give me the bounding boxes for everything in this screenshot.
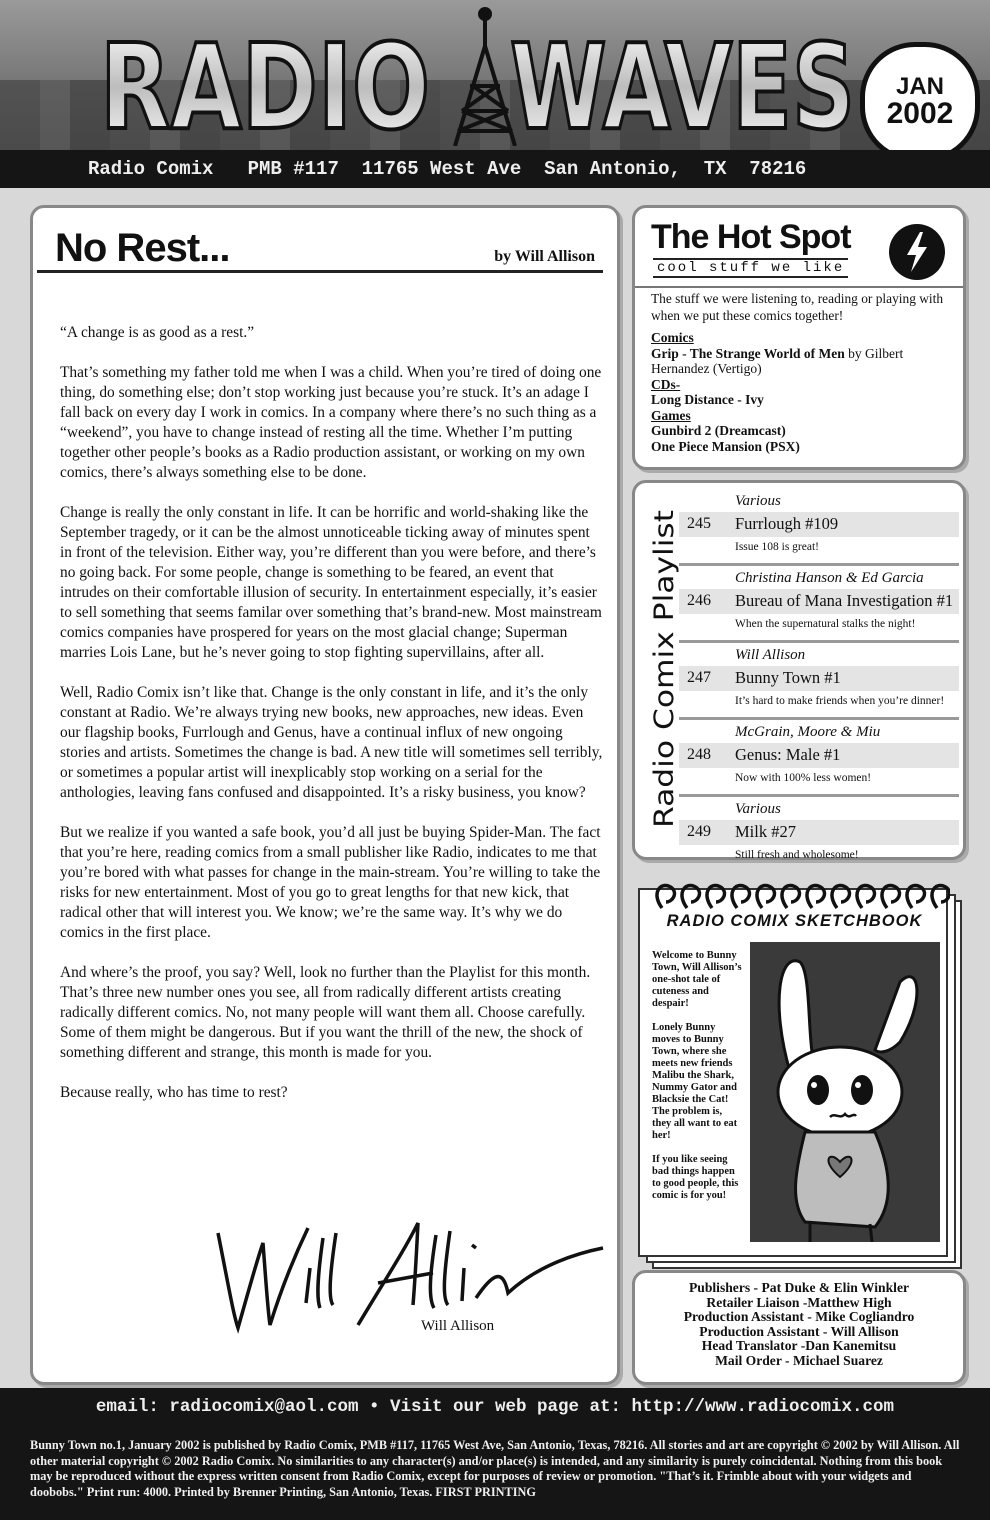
playlist-desc: It’s hard to make friends when you’re dinner! [735, 695, 945, 707]
hot-spot-tagline: cool stuff we like [653, 258, 848, 278]
item-detail: by Gilbert Hernandez (Vertigo) [651, 345, 904, 376]
playlist-number: 247 [687, 669, 711, 686]
issue-year: 2002 [886, 97, 954, 130]
sketchbook-title: RADIO COMIX SKETCHBOOK [666, 912, 923, 930]
playlist-creator: Various [735, 801, 781, 817]
sketchbook-paragraph: If you like seeing bad things happen to good people, this comic is for you! [652, 1154, 739, 1201]
playlist-desc: Now with 100% less women! [735, 772, 872, 784]
playlist-number: 246 [687, 592, 711, 609]
credit-line: Production Assistant - Mike Cogliandro [683, 1309, 915, 1324]
editorial-article [30, 205, 620, 1385]
credit-line: Publishers - Pat Duke & Elin Winkler [688, 1280, 910, 1295]
radio-waves-logo [90, 6, 890, 146]
masthead [0, 0, 990, 150]
playlist-rows [679, 489, 959, 871]
legal-footer [0, 1426, 990, 1520]
hot-spot-panel [632, 205, 966, 470]
article-paragraph: That’s something my father told me when I was a child. When you’re tired of doing one thing, do something else; don’t stop working just because you’re stuck. It’s an adage I fall back on every day I work in comics. In a company where there’s no such thing as a “weekend”, you have to change instead of resting all the time. Whether I’m putting together other people’s books as a Radio production assistant, or working on my own comics, there’s always something else to be done. [60, 364, 602, 481]
playlist-title: Genus: Male #1 [735, 745, 841, 764]
category-cds: CDs- [651, 376, 681, 392]
sketchbook-paragraph: Lonely Bunny moves to Bunny Town, where she meets new friends Malibu the Shark, Nummy Gator and Blacksie the Cat! The problem is, they all want to eat her! [652, 1022, 738, 1141]
playlist-creator: McGrain, Moore & Miu [735, 724, 881, 740]
radio-tower-icon [455, 9, 515, 146]
contact-web-bar [0, 1388, 990, 1426]
playlist-row [679, 566, 959, 643]
list-item [651, 423, 961, 439]
credits-panel [632, 1270, 966, 1385]
playlist-title: Milk #27 [735, 822, 796, 841]
category-comics: Comics [651, 330, 694, 345]
playlist-creator: Christina Hanson & Ed Garcia [735, 570, 924, 586]
address-text: Radio Comix PMB #117 11765 West Ave San Antonio, TX 78216 [88, 158, 807, 180]
playlist-title: Furrlough #109 [735, 514, 839, 533]
article-byline: by Will Allison [494, 248, 595, 265]
credit-line: Retailer Liaison -Matthew High [706, 1294, 892, 1310]
item-title: Long Distance - Ivy [651, 392, 764, 407]
playlist-desc: Still fresh and wholesome! [735, 849, 859, 861]
sketchbook-text [652, 950, 742, 1214]
article-paragraph: And where’s the proof, you say? Well, look no further than the Playlist for this month. That’s three new number ones you see, all from radically different artists creating radically different comics. No, not many people will want them all. Choose carefully. Some of them might be dangerous. But if you want the thrill of the new, the shock of something different and strange, this month is made for you. [60, 964, 591, 1061]
sketchbook-page-front [638, 888, 948, 1257]
playlist-heading-vertical [643, 508, 683, 828]
article-paragraph: Because really, who has time to rest? [60, 1084, 288, 1101]
playlist-number: 248 [687, 746, 711, 763]
playlist-title: Bunny Town #1 [735, 668, 841, 687]
list-item [651, 346, 961, 377]
article-paragraph: But we realize if you wanted a safe book, you’d all just be buying Spider-Man. The fact that you’re here, reading comics from a small publisher like Radio, indicates to me that you’re bored with what passes for change in the main-stream. You’re willing to take the risks for new entertainment. Most of you go to great lengths for that new kick, that radical other that will interest you. We know; we’re the same way. It’s why we do comics in the first place. [60, 824, 601, 941]
article-paragraph: Well, Radio Comix isn’t like that. Change is the only constant in life, and it’s the only constant at Radio. We’re always trying new books, new approaches, new ideas. Even our flagship books, Furrlough and Genus, have a continual influx of new ongoing stories and artists. Sometimes the change is bad. A new title will sometimes sell terribly, or sometimes a popular artist will inexplicably stop working on a serial for the anthologies, leaving fans confused and disappointed. It’s a risky business, you know? [60, 684, 603, 801]
title-band [679, 820, 959, 845]
playlist-row [679, 797, 959, 871]
article-title: No Rest... [55, 226, 230, 270]
handwritten-signature [208, 1213, 608, 1343]
category-games: Games [651, 407, 691, 423]
signature-name: Will Allison [421, 1318, 495, 1334]
article-body [60, 323, 605, 1123]
list-item [651, 392, 961, 408]
hot-spot-title: The Hot Spot [651, 218, 851, 256]
playlist-number: 245 [687, 515, 711, 532]
playlist-heading: Radio Comix Playlist [649, 553, 680, 828]
hot-spot-list [651, 330, 961, 454]
credit-line: Production Assistant - Will Allison [699, 1323, 899, 1339]
legal-text: Bunny Town no.1, January 2002 is published by Radio Comix, PMB #117, 11765 West Ave, San Antonio, Texas, 78216. All stories and art are copyright © 2002 by Will Allison. All other material copyright © 2002 Radio Comix. No similarities to any character(s) and/or place(s) is intended, and any similarity is purely coincidental. Nothing from this book may be reproduced without the express written consent from Radio Comix, except for purposes of review or promotion. "That’s it. Frimble about with your widgets and doobobs." Print run: 4000. Printed by Brenner Printing, San Antonio, Texas. FIRST PRINTING [30, 1438, 960, 1499]
title-divider [37, 270, 603, 273]
spiral-binding-icon [650, 880, 950, 910]
lightning-bolt-icon [889, 224, 945, 280]
playlist-creator: Will Allison [735, 647, 806, 663]
playlist-row [679, 489, 959, 566]
sketchbook-panel [632, 880, 966, 1270]
credits-list [635, 1281, 963, 1368]
playlist-panel [632, 480, 966, 860]
credit-line: Head Translator -Dan Kanemitsu [701, 1338, 897, 1353]
playlist-number: 249 [687, 823, 711, 840]
playlist-desc: When the supernatural stalks the night! [735, 618, 916, 630]
playlist-title: Bureau of Mana Investigation #1 [735, 591, 954, 610]
credit-line: Mail Order - Michael Suarez [715, 1352, 883, 1368]
address-bar [0, 150, 990, 188]
item-title: One Piece Mansion (PSX) [651, 438, 800, 454]
contact-text: email: radiocomix@aol.com • Visit our web page at: http://www.radiocomix.com [95, 1397, 895, 1417]
issue-date-badge [860, 42, 980, 150]
hot-spot-intro: The stuff we were listening to, reading or playing with when we put these comics together! [635, 286, 963, 324]
item-title: Gunbird 2 (Dreamcast) [651, 423, 786, 438]
playlist-row [679, 720, 959, 797]
list-item [651, 439, 961, 455]
playlist-row [679, 643, 959, 720]
playlist-desc: Issue 108 is great! [735, 541, 819, 553]
issue-month: JAN [895, 73, 944, 100]
sketchbook-paragraph: Welcome to Bunny Town, Will Allison’s one-shot tale of cuteness and despair! [652, 950, 742, 1009]
playlist-creator: Various [735, 493, 781, 509]
svg-text:RADIO: RADIO [100, 18, 430, 146]
svg-text:WAVES: WAVES [510, 18, 855, 146]
bunny-illustration [750, 942, 940, 1242]
article-paragraph: “A change is as good as a rest.” [60, 324, 255, 341]
article-paragraph: Change is really the only constant in life. It can be horrific and world-shaking like the September tragedy, or it can be the almost unnoticeable ticking away of minutes spent in front of the television. Either way, you’re different than you were before, and there’s no going back. For some people, change is something to be feared, an event that intrudes on their comfortable illusion of security. In entertainment especially, it’s easier to sell something that seems familar over something that’s brand-new. Most mainstream comics companies have prospered for years on the most glacial change; Superman marries Lois Lane, but he’s never going to stop fighting supervillains, after all. [60, 504, 602, 661]
item-title: Grip - The Strange World of Men [651, 345, 845, 361]
